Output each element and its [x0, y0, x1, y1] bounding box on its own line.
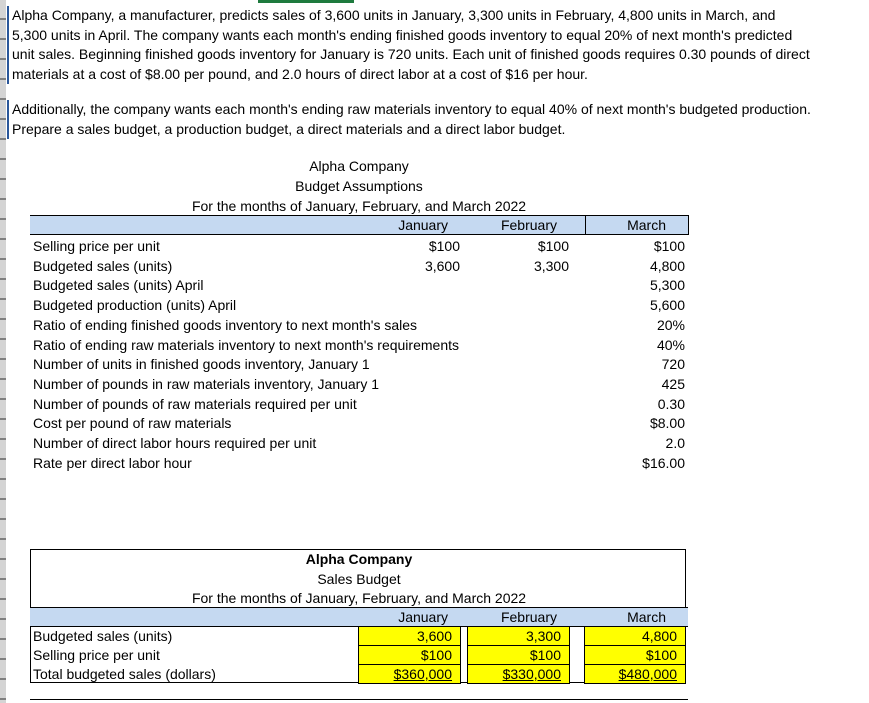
selected-cell-indicator — [258, 0, 354, 3]
assumption-row — [0, 374, 869, 394]
assumption-row — [0, 413, 869, 433]
assumption-value-march[interactable]: 5,300 — [649, 277, 685, 294]
assumption-row — [0, 335, 869, 355]
assumption-value-march[interactable]: 0.30 — [657, 395, 685, 412]
sales-budget-cell-march[interactable]: $480,000 — [584, 665, 686, 684]
assumption-value-march[interactable]: $100 — [653, 238, 685, 254]
assumption-row — [0, 354, 869, 374]
assumption-value-march[interactable]: 20% — [656, 316, 685, 333]
assumption-value-march[interactable]: 5,600 — [649, 297, 685, 314]
assumption-row — [0, 275, 869, 295]
sales-budget-cell-february[interactable]: 3,300 — [467, 627, 570, 646]
sales-budget-company: Alpha Company — [305, 551, 413, 567]
assumption-label[interactable]: Number of units in finished goods inventory, January 1 — [33, 356, 370, 373]
problem-paragraph-2: Additionally, the company wants each month's ending raw materials inventory to equal 40% of next month's budgeted production. Prepare a sales budget, a production budget, a direct materials and a direct labor budget. — [7, 100, 812, 139]
assumption-value-march[interactable]: 2.0 — [665, 435, 685, 451]
assumption-value-march[interactable]: 4,800 — [649, 257, 685, 274]
assumption-row — [0, 433, 869, 453]
assumption-label[interactable]: Selling price per unit — [33, 238, 160, 254]
assumption-value-march[interactable]: 720 — [661, 356, 685, 373]
sales-budget-cell-january[interactable]: $100 — [358, 646, 461, 665]
march-column-border — [585, 215, 586, 235]
assumption-row — [0, 256, 869, 276]
assumptions-company: Alpha Company — [309, 158, 409, 174]
sales-budget-label[interactable]: Total budgeted sales (dollars) — [33, 666, 216, 682]
sales-month-march: March — [627, 609, 666, 625]
assumption-row — [0, 315, 869, 335]
sales-budget-label[interactable]: Selling price per unit — [33, 647, 160, 663]
sales-budget-title: Sales Budget — [317, 571, 401, 587]
month-march: March — [627, 217, 666, 233]
sales-budget-cell-january[interactable]: $360,000 — [358, 665, 461, 684]
assumption-value-february[interactable]: 3,300 — [533, 257, 569, 274]
assumption-value-february[interactable]: $100 — [537, 238, 569, 254]
assumption-value-january[interactable]: $100 — [428, 238, 460, 254]
sales-month-february: February — [500, 609, 557, 625]
assumption-label[interactable]: Budgeted sales (units) — [33, 257, 173, 274]
assumption-value-march[interactable]: 40% — [656, 336, 685, 353]
table-right-border — [688, 215, 689, 235]
bottom-border — [30, 699, 688, 700]
assumption-label[interactable]: Ratio of ending finished goods inventory to next month's sales — [33, 316, 418, 333]
assumption-label[interactable]: Rate per direct labor hour — [33, 454, 192, 471]
sales-budget-label[interactable]: Budgeted sales (units) — [33, 628, 173, 644]
assumption-label[interactable]: Number of pounds in raw materials inventory, January 1 — [33, 375, 380, 392]
sales-budget-cell-march[interactable]: $100 — [584, 646, 686, 665]
assumption-value-march[interactable]: $16.00 — [642, 454, 685, 471]
assumption-value-march[interactable]: $8.00 — [649, 415, 685, 432]
sales-month-january: January — [398, 609, 448, 625]
month-january: January — [398, 217, 448, 233]
sales-budget-cell-january[interactable]: 3,600 — [358, 627, 461, 646]
assumptions-month-header — [30, 215, 688, 235]
sales-budget-cell-march[interactable]: 4,800 — [584, 627, 686, 646]
assumption-value-january[interactable]: 3,600 — [424, 257, 460, 274]
assumption-row — [0, 236, 869, 256]
assumptions-title: Budget Assumptions — [295, 178, 423, 194]
sales-budget-cell-february[interactable]: $330,000 — [467, 665, 570, 684]
assumption-label[interactable]: Number of direct labor hours required per unit — [33, 435, 317, 451]
assumption-label[interactable]: Budgeted sales (units) April — [33, 277, 204, 294]
assumptions-period: For the months of January, February, and March 2022 — [191, 198, 527, 214]
assumption-row — [0, 295, 869, 315]
assumption-row — [0, 453, 869, 473]
sales-budget-month-header — [30, 607, 688, 627]
assumption-label[interactable]: Cost per pound of raw materials — [33, 415, 232, 432]
month-february: February — [500, 217, 557, 233]
assumption-label[interactable]: Number of pounds of raw materials required per unit — [33, 395, 357, 412]
assumption-value-march[interactable]: 425 — [661, 375, 685, 392]
assumption-label[interactable]: Budgeted production (units) April — [33, 297, 237, 314]
problem-paragraph-1: Alpha Company, a manufacturer, predicts sales of 3,600 units in January, 3,300 units in February, 4,800 units in March, and 5,300 units in April. The company wants each month's ending finished goods inventory to equal 20% of next month's predicted unit sales. Beginning finished goods inventory for January is 720 units. Each unit of finished goods requires 0.30 pounds of direct materials at a cost of $8.00 per pound, and 2.0 hours of direct labor at a cost of $16 per hour. — [7, 6, 812, 84]
sales-budget-period: For the months of January, February, and March 2022 — [191, 590, 527, 606]
sales-budget-cell-february[interactable]: $100 — [467, 646, 570, 665]
assumption-row — [0, 394, 869, 414]
assumption-label[interactable]: Ratio of ending raw materials inventory to next month's requirements — [33, 336, 459, 353]
